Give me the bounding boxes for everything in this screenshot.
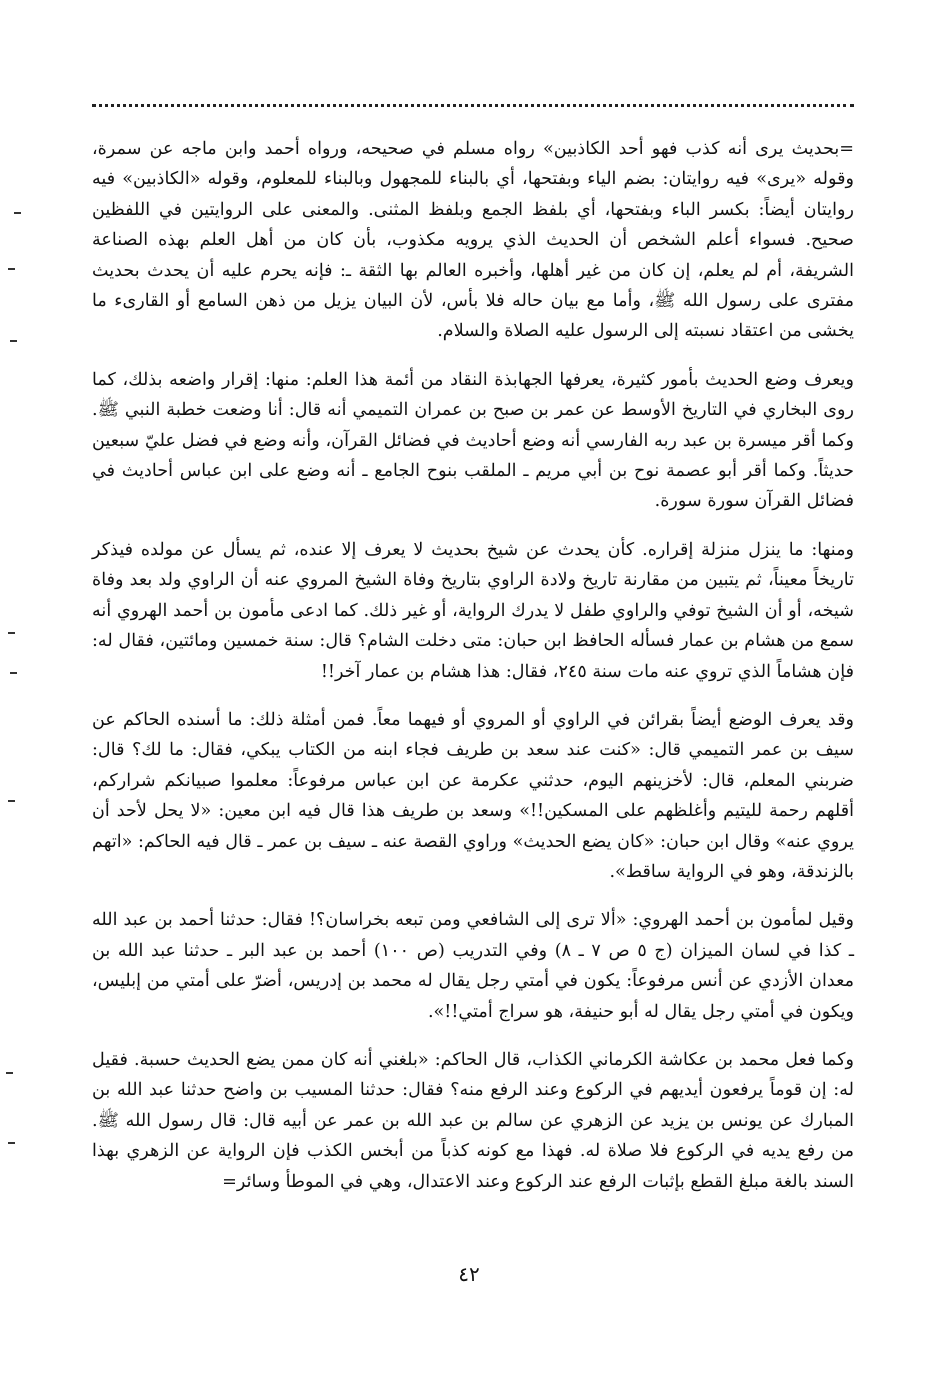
paragraph-5: وقيل لمأمون بن أحمد الهروي: «ألا ترى إلى الشافعي ومن تبعه بخراسان؟! فقال: حدثنا أحمد بن عبد الله ـ كذا في لسان الميزان (ج ٥ ص ٧ ـ ٨) وفي التدريب (ص ١٠٠) أحمد بن عبد البر ـ حدثنا عبد الله بن معدان الأزدي عن أنس مرفوعاً: يكون في أمتي رجل يقال له محمد بن إدريس، أضرّ على أمتي من إبليس، ويكون في أمتي رجل يقال له أبو حنيفة، هو سراج أمتي!!». bbox=[92, 910, 854, 1022]
margin-mark bbox=[8, 800, 15, 802]
dotted-separator bbox=[92, 104, 854, 117]
margin-mark bbox=[6, 1072, 13, 1074]
paragraph-1: =بحديث يرى أنه كذب فهو أحد الكاذبين» رواه مسلم في صحيحه، ورواه أحمد وابن ماجه عن سمرة، وقوله «يرى» فيه روايتان: بضم الياء وبفتحها، أي بالبناء للمجهول وبالبناء للمعلوم، وقوله «الكاذبين» فيه روايتان أيضاً: بكسر الباء وبفتحها، أي بلفظ الجمع وبلفظ المثنى. والمعنى على الروايتين في اللفظين صحيح. فسواء أعلم الشخص أن الحديث الذي يرويه مكذوب، بأن كان من أهل العلم بهذه الصناعة الشريفة، أم لم يعلم، إن كان من غير أهلها، وأخبره العالم بها الثقة ـ: فإنه يحرم عليه أن يحدث بحديث مفترى على رسول الله ﷺ، وأما مع بيان حاله فلا بأس، لأن البيان يزيل من ذهن السامع أو القارىء ما يخشى من اعتقاد نسبته إلى الرسول عليه الصلاة والسلام. bbox=[92, 139, 854, 342]
margin-mark bbox=[14, 212, 21, 214]
footnote-body bbox=[92, 134, 854, 1215]
margin-mark bbox=[10, 672, 17, 674]
page-number: ٤٢ bbox=[458, 1262, 480, 1286]
margin-mark bbox=[8, 1142, 15, 1144]
paragraph-6: وكما فعل محمد بن عكاشة الكرماني الكذاب، قال الحاكم: «بلغني أنه كان ممن يضع الحديث حسبة. فقيل له: إن قوماً يرفعون أيديهم في الركوع وعند الرفع منه؟ فقال: حدثنا المسيب بن واضح حدثنا عبد الله بن المبارك عن يونس بن يزيد عن الزهري عن سالم بن عبد الله بن عمر عن أبيه قال: قال رسول الله ﷺ. من رفع يديه في الركوع فلا صلاة له. فهذا مع كونه كذباً من أبخس الكذب فإن الرواية عن الزهري بهذا السند بالغة مبلغ القطع بإثبات الرفع عند الركوع وعند الاعتدال، وهي في الموطأ وسائر= bbox=[92, 1049, 854, 1192]
margin-mark bbox=[10, 340, 17, 342]
paragraph-2: ويعرف وضع الحديث بأمور كثيرة، يعرفها الجهابذة النقاد من أئمة هذا العلم: منها: إقرار واضعه بذلك، كما روى البخاري في التاريخ الأوسط عن عمر بن صبح بن عمران التميمي أنه قال: أنا وضعت خطبة النبي ﷺ. وكما أقر ميسرة بن عبد ربه الفارسي أنه وضع أحاديث في فضائل القرآن، وأنه وضع في فضل عليّ سبعين حديثاً. وكما أقر أبو عصمة نوح بن أبي مريم ـ الملقب بنوح الجامع ـ أنه وضع على ابن عباس أحاديث في فضائل القرآن سورة سورة. bbox=[92, 369, 854, 512]
paragraph-3: ومنها: ما ينزل منزلة إقراره. كأن يحدث عن شيخ بحديث لا يعرف إلا عنده، ثم يسأل عن مولده فيذكر تاريخاً معيناً، ثم يتبين من مقارنة تاريخ ولادة الراوي بتاريخ وفاة الشيخ المروي عنه أن الراوي ولد بعد وفاة شيخه، أو أن الشيخ توفي والراوي طفل لا يدرك الرواية، أو غير ذلك. كما ادعى مأمون بن أحمد الهروي أنه سمع من هشام بن عمار فسأله الحافظ ابن حبان: متى دخلت الشام؟ قال: سنة خمسين ومائتين، فقال له: فإن هشاماً الذي تروي عنه مات سنة ٢٤٥، فقال: هذا هشام بن عمار آخر!! bbox=[92, 539, 854, 682]
margin-mark bbox=[8, 632, 15, 634]
margin-mark bbox=[8, 268, 15, 270]
paragraph-4: وقد يعرف الوضع أيضاً بقرائن في الراوي أو المروي أو فيهما معاً. فمن أمثلة ذلك: ما أسنده الحاكم عن سيف بن عمر التميمي قال: «كنت عند سعد بن طريف فجاء ابنه من الكتاب يبكي، فقال: ما لك؟ قال: ضربني المعلم، قال: لأخزينهم اليوم، حدثني عكرمة عن ابن عباس مرفوعاً: معلموا صبيانكم شراركم، أقلهم رحمة لليتيم وأغلظهم على المسكين!!» وسعد بن طريف هذا قال فيه ابن معين: «لا يحل لأحد أن يروي عنه» وقال ابن حبان: «كان يضع الحديث» وراوي القصة عنه ـ سيف بن عمر ـ قال فيه الحاكم: «اتهم بالزندقة، وهو في الرواية ساقط». bbox=[92, 709, 854, 882]
